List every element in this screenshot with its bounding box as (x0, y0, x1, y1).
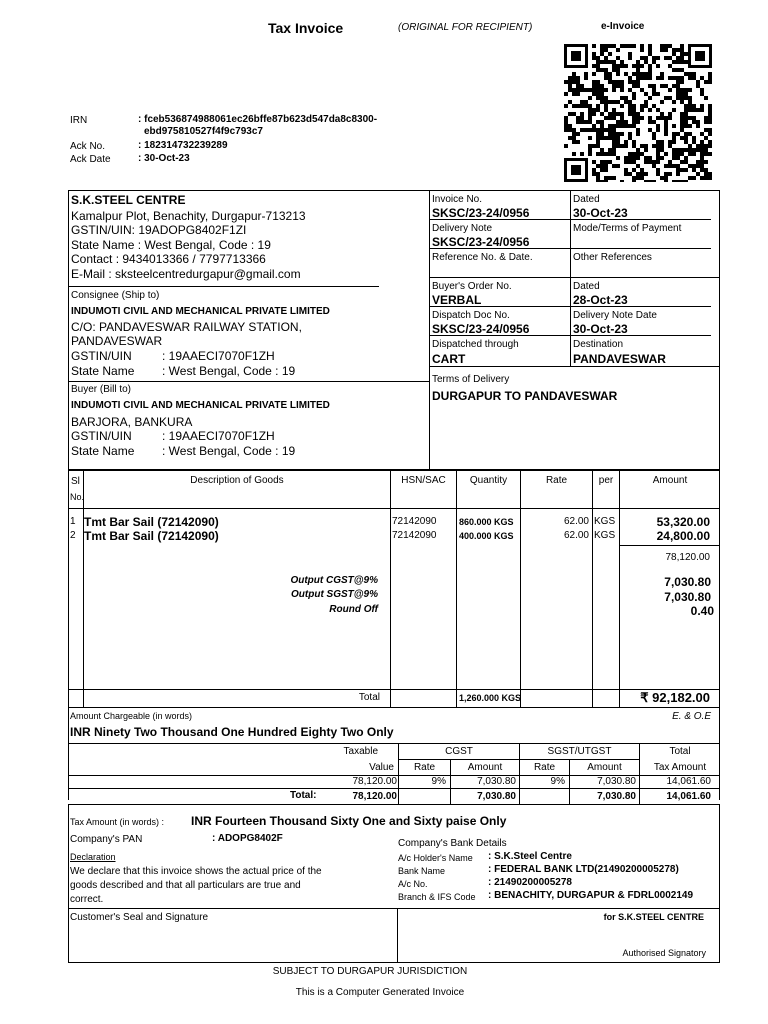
account-no-label: A/c No. (398, 879, 428, 889)
roundoff-amount: 0.40 (690, 604, 714, 618)
total-tax-header: Total (669, 746, 691, 757)
no-header: No. (70, 492, 85, 502)
order-dated: 28-Oct-23 (573, 293, 628, 307)
invoice-no: SKSC/23-24/0956 (432, 206, 530, 220)
branch-label: Branch & IFS Code (398, 892, 476, 902)
computer-generated-note: This is a Computer Generated Invoice (295, 987, 465, 998)
buyer-state-label: State Name (71, 444, 135, 458)
item-hsn: 72142090 (392, 516, 437, 527)
destination-label: Destination (573, 339, 624, 350)
item-description: Tmt Bar Sail (72142090) (84, 515, 219, 529)
tax-row-total: 14,061.60 (666, 776, 711, 787)
item-hsn: 72142090 (392, 530, 437, 541)
consignee-name: INDUMOTI CIVIL AND MECHANICAL PRIVATE LIMITED (71, 306, 330, 317)
authorised-signatory: Authorised Signatory (622, 948, 706, 958)
sgst-amount: 7,030.80 (664, 590, 711, 604)
total-label: Total (358, 692, 380, 703)
customer-seal-label: Customer's Seal and Signature (70, 912, 209, 923)
item-sl: 1 (70, 516, 76, 527)
declaration-line3: correct. (70, 894, 104, 905)
sl-header: Sl (71, 476, 80, 487)
copy-label: (ORIGINAL FOR RECIPIENT) (398, 22, 533, 33)
holder-label: A/c Holder's Name (398, 853, 473, 863)
buyer-gstin: : 19AAECI7070F1ZH (162, 429, 275, 443)
reference-label: Reference No. & Date. (432, 252, 533, 263)
delivery-note-label: Delivery Note (432, 223, 493, 234)
sgst-label: Output SGST@9% (291, 589, 378, 600)
description-header: Description of Goods (190, 475, 284, 486)
terms-of-delivery-label: Terms of Delivery (432, 374, 510, 385)
tax-amount-header: Tax Amount (653, 762, 707, 773)
seller-email: E-Mail : sksteelcentredurgapur@gmail.com (71, 267, 301, 281)
dispatched-through-label: Dispatched through (432, 339, 519, 350)
roundoff-label: Round Off (329, 604, 378, 615)
item-quantity: 400.000 KGS (459, 531, 514, 541)
sgst-amount-header: Amount (587, 762, 622, 773)
order-dated-label: Dated (573, 281, 600, 292)
seller-name: S.K.STEEL CENTRE (71, 193, 186, 207)
item-amount: 53,320.00 (656, 515, 710, 529)
value-label: Value (369, 762, 394, 773)
taxable-label: Taxable (343, 746, 378, 757)
consignee-gstin-label: GSTIN/UIN (71, 349, 132, 363)
buyer-addr1: BARJORA, BANKURA (71, 415, 193, 429)
bank-name: : FEDERAL BANK LTD(21490200005278) (488, 864, 679, 875)
eoe-label: E. & O.E (672, 711, 711, 722)
company-pan: : ADOPG8402F (212, 833, 283, 844)
item-rate: 62.00 (563, 516, 589, 527)
ack-no-label: Ack No. (70, 141, 106, 152)
consignee-addr2: PANDAVESWAR (71, 334, 163, 348)
seller-state: State Name : West Bengal, Code : 19 (71, 238, 271, 252)
tax-row-sgst-amount: 7,030.80 (597, 776, 636, 787)
seller-address: Kamalpur Plot, Benachity, Durgapur-713213 (71, 209, 306, 223)
consignee-gstin: : 19AAECI7070F1ZH (162, 349, 275, 363)
for-company-label: for S.K.STEEL CENTRE (603, 912, 704, 922)
payment-terms-label: Mode/Terms of Payment (573, 223, 682, 234)
consignee-state-label: State Name (71, 364, 135, 378)
declaration-label: Declaration (70, 852, 116, 862)
invoice-dated: 30-Oct-23 (573, 206, 628, 220)
buyer-label: Buyer (Bill to) (71, 384, 132, 395)
total-amount: ₹ 92,182.00 (640, 690, 710, 705)
jurisdiction-note: SUBJECT TO DURGAPUR JURISDICTION (272, 966, 468, 977)
branch-ifsc: : BENACHITY, DURGAPUR & FDRL0002149 (488, 890, 694, 901)
cgst-label: Output CGST@9% (290, 575, 378, 586)
buyer-name: INDUMOTI CIVIL AND MECHANICAL PRIVATE LIMITED (71, 400, 330, 411)
buyer-gstin-label: GSTIN/UIN (71, 429, 132, 443)
consignee-label: Consignee (Ship to) (71, 290, 160, 301)
tax-totals-label: Total: (290, 790, 317, 801)
item-amount: 24,800.00 (656, 529, 710, 543)
delivery-note-date-label: Delivery Note Date (573, 310, 657, 321)
amount-in-words: INR Ninety Two Thousand One Hundred Eighty Two Only (70, 725, 394, 739)
rate-header: Rate (545, 475, 568, 486)
per-header: per (598, 475, 614, 486)
tax-total-taxable: 78,120.00 (352, 791, 397, 802)
cgst-amount-header: Amount (467, 762, 503, 773)
sgst-rate-header: Rate (533, 762, 556, 773)
ack-date: : 30-Oct-23 (138, 153, 190, 164)
qr-code (564, 44, 712, 182)
consignee-addr1: C/O: PANDAVESWAR RAILWAY STATION, (71, 320, 302, 334)
invoice-dated-label: Dated (573, 194, 600, 205)
dispatch-doc: SKSC/23-24/0956 (432, 322, 530, 336)
cgst-amount: 7,030.80 (664, 575, 711, 589)
quantity-header: Quantity (469, 475, 508, 486)
delivery-note-date: 30-Oct-23 (573, 322, 628, 336)
seller-contact: Contact : 9434013366 / 7797713366 (71, 252, 266, 266)
account-no: : 21490200005278 (488, 877, 572, 888)
tax-in-words: INR Fourteen Thousand Sixty One and Sixty paise Only (191, 814, 507, 828)
tax-total-sgst: 7,030.80 (597, 791, 636, 802)
dispatch-doc-label: Dispatch Doc No. (432, 310, 510, 321)
sgst-header: SGST/UTGST (547, 746, 612, 757)
consignee-state: : West Bengal, Code : 19 (162, 364, 296, 378)
tax-row-cgst-amount: 7,030.80 (477, 776, 516, 787)
irn-line2: ebd975810527f4f9c793c7 (144, 126, 263, 137)
holder-name: : S.K.Steel Centre (488, 851, 572, 862)
buyer-state: : West Bengal, Code : 19 (162, 444, 296, 458)
item-description: Tmt Bar Sail (72142090) (84, 529, 219, 543)
tax-total-cgst: 7,030.80 (477, 791, 516, 802)
dispatched-through: CART (432, 352, 466, 366)
ack-no: : 182314732239289 (138, 140, 228, 151)
bank-details-title: Company's Bank Details (398, 838, 507, 849)
cgst-rate-header: Rate (413, 762, 436, 773)
item-per: KGS (594, 530, 616, 541)
invoice-no-label: Invoice No. (432, 194, 483, 205)
amount-header: Amount (652, 475, 688, 486)
other-references-label: Other References (573, 252, 652, 263)
item-per: KGS (594, 516, 616, 527)
tax-words-label: Tax Amount (in words) : (70, 817, 165, 827)
buyer-order: VERBAL (432, 293, 482, 307)
hsn-header: HSN/SAC (401, 475, 446, 486)
item-quantity: 860.000 KGS (459, 517, 514, 527)
delivery-note: SKSC/23-24/0956 (432, 235, 530, 249)
seller-gstin: GSTIN/UIN: 19ADOPG8402F1ZI (71, 223, 247, 237)
declaration-line1: We declare that this invoice shows the actual price of the (70, 866, 322, 877)
cgst-header: CGST (445, 746, 473, 757)
document-title: Tax Invoice (268, 20, 344, 36)
einvoice-label: e-Invoice (601, 21, 645, 32)
item-rate: 62.00 (563, 530, 589, 541)
tax-total-amount: 14,061.60 (666, 791, 711, 802)
irn-line1: : fceb536874988061ec26bffe87b623d547da8c8300- (138, 114, 378, 125)
tax-row-sgst-rate: 9% (550, 776, 565, 787)
bank-name-label: Bank Name (398, 866, 446, 876)
total-quantity: 1,260.000 KGS (459, 693, 522, 703)
tax-row-cgst-rate: 9% (431, 776, 446, 787)
amount-words-label: Amount Chargeable (in words) (70, 711, 193, 721)
item-sl: 2 (70, 530, 76, 541)
irn-label: IRN (70, 115, 88, 126)
pan-label: Company's PAN (70, 834, 143, 845)
ack-date-label: Ack Date (70, 154, 111, 165)
declaration-line2: goods described and that all particulars are true and (70, 880, 301, 891)
subtotal: 78,120.00 (665, 552, 710, 563)
buyer-order-label: Buyer's Order No. (432, 281, 512, 292)
terms-of-delivery: DURGAPUR TO PANDAVESWAR (432, 389, 618, 403)
destination: PANDAVESWAR (573, 352, 666, 366)
tax-row-taxable: 78,120.00 (352, 776, 397, 787)
